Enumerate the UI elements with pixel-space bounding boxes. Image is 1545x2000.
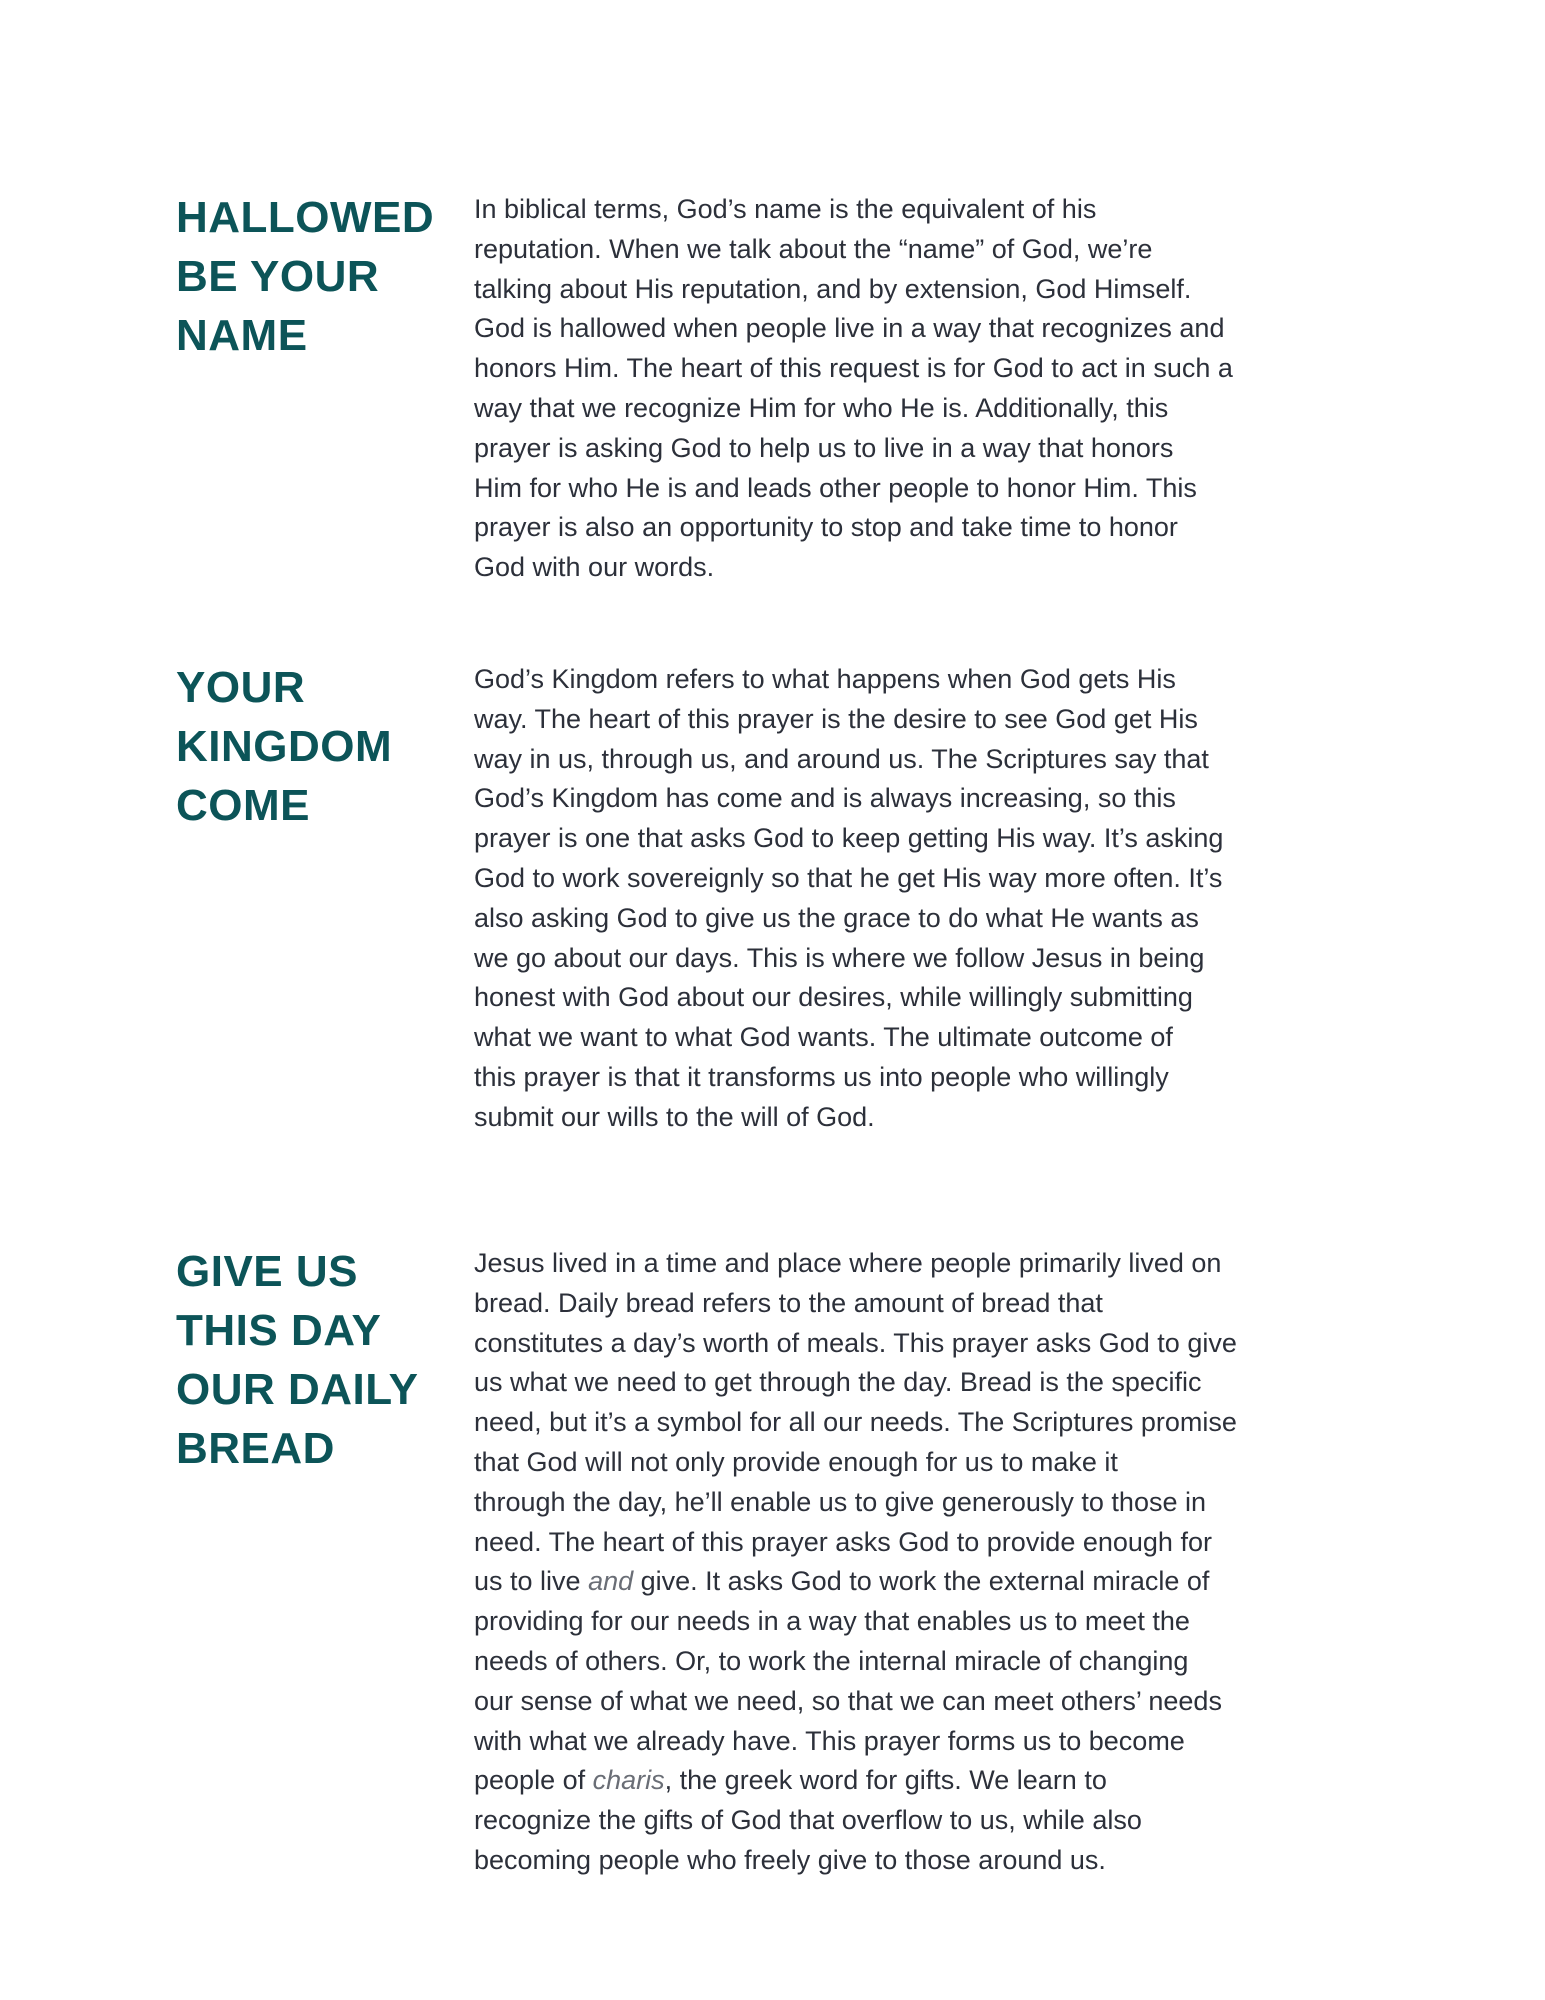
heading-line: GIVE US (176, 1247, 358, 1296)
text-segment: , the greek word for gifts. We learn to (664, 1765, 1107, 1796)
paragraph-line: constitutes a day’s worth of meals. This prayer asks God to give (474, 1327, 1237, 1358)
paragraph-line: prayer is also an opportunity to stop and take time to honor (474, 512, 1178, 543)
paragraph-line (474, 1562, 1374, 1602)
paragraph-line: with what we already have. This prayer forms us to become (474, 1725, 1185, 1756)
paragraph-line: need. The heart of this prayer asks God to provide enough for (474, 1526, 1212, 1557)
paragraph-line: this prayer is that it transforms us into people who willingly (474, 1061, 1169, 1092)
paragraph-line: God’s Kingdom refers to what happens when God gets His (474, 664, 1176, 694)
section-heading (176, 658, 456, 835)
heading-line: OUR DAILY (176, 1365, 419, 1414)
paragraph-line: way in us, through us, and around us. The Scriptures say that (474, 743, 1209, 774)
section-body (474, 1244, 1374, 1881)
text-segment: people of (474, 1765, 593, 1796)
paragraph-line: us what we need to get through the day. Bread is the specific (474, 1367, 1202, 1398)
paragraph-line: honors Him. The heart of this request is for God to act in such a (474, 353, 1233, 384)
paragraph-line: Him for who He is and leads other people to honor Him. This (474, 472, 1197, 503)
paragraph-line: God’s Kingdom has come and is always increasing, so this (474, 783, 1176, 814)
section-body (474, 190, 1374, 588)
heading-line: BREAD (176, 1424, 335, 1473)
paragraph-line: prayer is one that asks God to keep getting His way. It’s asking (474, 823, 1224, 854)
heading-line: BE YOUR (176, 252, 380, 301)
paragraph-line: God is hallowed when people live in a way that recognizes and (474, 313, 1225, 344)
paragraph-line: In biblical terms, God’s name is the equivalent of his (474, 194, 1097, 224)
section-heading (176, 188, 456, 365)
section-body (474, 660, 1374, 1138)
italic-text: and (588, 1566, 634, 1597)
paragraph-line: way that we recognize Him for who He is. Additionally, this (474, 392, 1169, 423)
paragraph-line: also asking God to give us the grace to do what He wants as (474, 902, 1199, 933)
heading-line: COME (176, 781, 310, 830)
paragraph-line: through the day, he’ll enable us to give generously to those in (474, 1486, 1206, 1517)
paragraph-line: providing for our needs in a way that enables us to meet the (474, 1606, 1190, 1637)
paragraph-line: need, but it’s a symbol for all our needs. The Scriptures promise (474, 1407, 1237, 1438)
paragraph-line: God to work sovereignly so that he get His way more often. It’s (474, 862, 1223, 893)
paragraph-line: submit our wills to the will of God. (474, 1101, 875, 1132)
paragraph-line: recognize the gifts of God that overflow to us, while also (474, 1805, 1142, 1836)
paragraph-line: way. The heart of this prayer is the desire to see God get His (474, 703, 1198, 734)
heading-line: NAME (176, 311, 308, 360)
paragraph-line: honest with God about our desires, while willingly submitting (474, 982, 1193, 1013)
text-segment: us to live (474, 1566, 589, 1597)
paragraph-line: bread. Daily bread refers to the amount of bread that (474, 1287, 1103, 1318)
section-heading (176, 1242, 456, 1478)
paragraph-line: becoming people who freely give to those around us. (474, 1844, 1106, 1875)
paragraph-line: that God will not only provide enough for us to make it (474, 1446, 1118, 1477)
paragraph-line: prayer is asking God to help us to live in a way that honors (474, 432, 1174, 463)
heading-line: THIS DAY (176, 1306, 382, 1355)
heading-line: KINGDOM (176, 722, 393, 771)
paragraph-line: needs of others. Or, to work the internal miracle of changing (474, 1645, 1189, 1676)
heading-line: HALLOWED (176, 193, 435, 242)
text-segment: give. It asks God to work the external miracle of (633, 1566, 1210, 1597)
paragraph-line: what we want to what God wants. The ultimate outcome of (474, 1022, 1173, 1053)
paragraph-line: God with our words. (474, 552, 715, 583)
italic-text: charis (592, 1765, 665, 1796)
paragraph-line: talking about His reputation, and by extension, God Himself. (474, 273, 1192, 304)
paragraph-line: our sense of what we need, so that we can meet others’ needs (474, 1685, 1222, 1716)
paragraph-line: we go about our days. This is where we follow Jesus in being (474, 942, 1205, 973)
paragraph-line (474, 1761, 1374, 1801)
paragraph-line: Jesus lived in a time and place where people primarily lived on (474, 1248, 1222, 1278)
paragraph-line: reputation. When we talk about the “name” of God, we’re (474, 233, 1153, 264)
heading-line: YOUR (176, 663, 306, 712)
